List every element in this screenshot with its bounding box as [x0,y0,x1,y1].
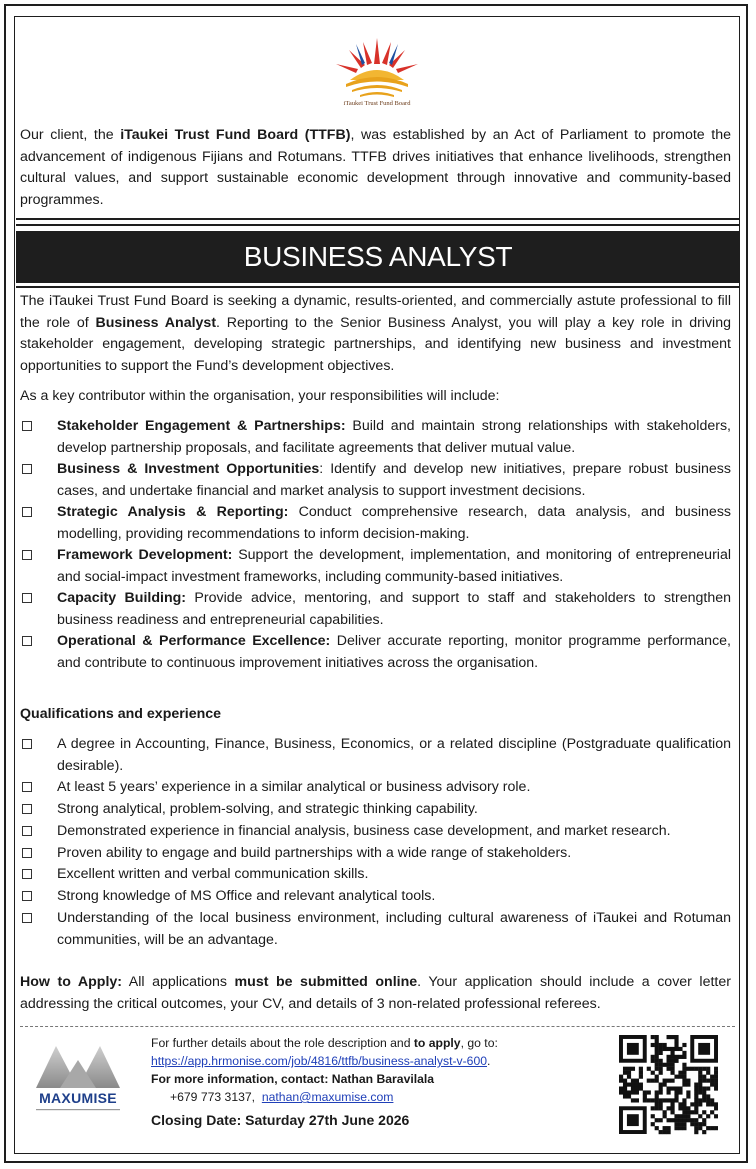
summary-paragraph: The iTaukei Trust Fund Board is seeking a dynamic, results-oriented, and commercially astute professional to fill the role of Business Analyst. Reporting to the Senior Business Analyst, you will play a key role in driving stakeholder engagement, developing strategic partnerships, and identifying new business and investment opportunities to support the Fund’s development objectives. [20,293,731,374]
checkbox-icon [22,782,32,792]
ttfb-logo [318,34,436,112]
checkbox-icon [22,593,32,603]
checkbox-icon [22,848,32,858]
email-link[interactable]: nathan@maxumise.com [261,1090,394,1104]
apply-link[interactable]: https://app.hrmonise.com/job/4816/ttfb/business-analyst-v-600 [151,1054,488,1068]
page-title: BUSINESS ANALYST [243,241,513,272]
maxumise-logo-text: MAXUMISE [39,1090,117,1106]
closing-date: Closing Date: Saturday 27th June 2026 [151,1112,410,1128]
checkbox-icon [22,421,32,431]
footer-phone-email [170,1088,393,1106]
how-to-apply: How to Apply: All applications must be submitted online. Your application should include a cover letter addressing the critical outcomes, your CV, and details of 3 non-related professional referees. [20,974,731,1012]
divider [16,286,740,288]
org-name: iTaukei Trust Fund Board (TTFB) [120,127,351,143]
footer-contact: For more information, contact: Nathan Baravilala [151,1072,435,1086]
logo-caption: iTaukei Trust Fund Board [343,100,411,107]
footer-details: For further details about the role description and to apply, go to: [151,1036,498,1050]
qr-code-icon[interactable] [619,1030,718,1139]
divider [16,224,740,226]
intro-paragraph: Our client, the iTaukei Trust Fund Board (TTFB), was established by an Act of Parliament to promote the advancement of indigenous Fijians and Rotumans. TTFB drives initiatives that enhance livelihoods, strengthen cultural values, and support sustainable economic development through innovative and community-based programmes. [20,127,731,208]
checkbox-icon [22,891,32,901]
checkbox-icon [22,636,32,646]
checkbox-icon [22,826,32,836]
responsibilities-intro: As a key contributor within the organisation, your responsibilities will include: [20,388,500,404]
role-name: Business Analyst [95,314,217,331]
divider [16,218,740,220]
checkbox-icon [22,913,32,923]
checkbox-icon [22,550,32,560]
checkbox-icon [22,507,32,517]
qualifications-heading: Qualifications and experience [20,706,222,722]
checkbox-icon [22,804,32,814]
footer-url-line: https://app.hrmonise.com/job/4816/ttfb/business-analyst-v-600. [151,1054,491,1068]
checkbox-icon [22,739,32,749]
dashed-divider [20,1026,735,1027]
maxumise-tagline-icon [30,1108,126,1112]
checkbox-icon [22,464,32,474]
phone-number: +679 773 3137, [170,1090,256,1104]
title-bar [16,231,740,283]
sunrise-logo-icon [318,34,436,100]
checkbox-icon [22,869,32,879]
